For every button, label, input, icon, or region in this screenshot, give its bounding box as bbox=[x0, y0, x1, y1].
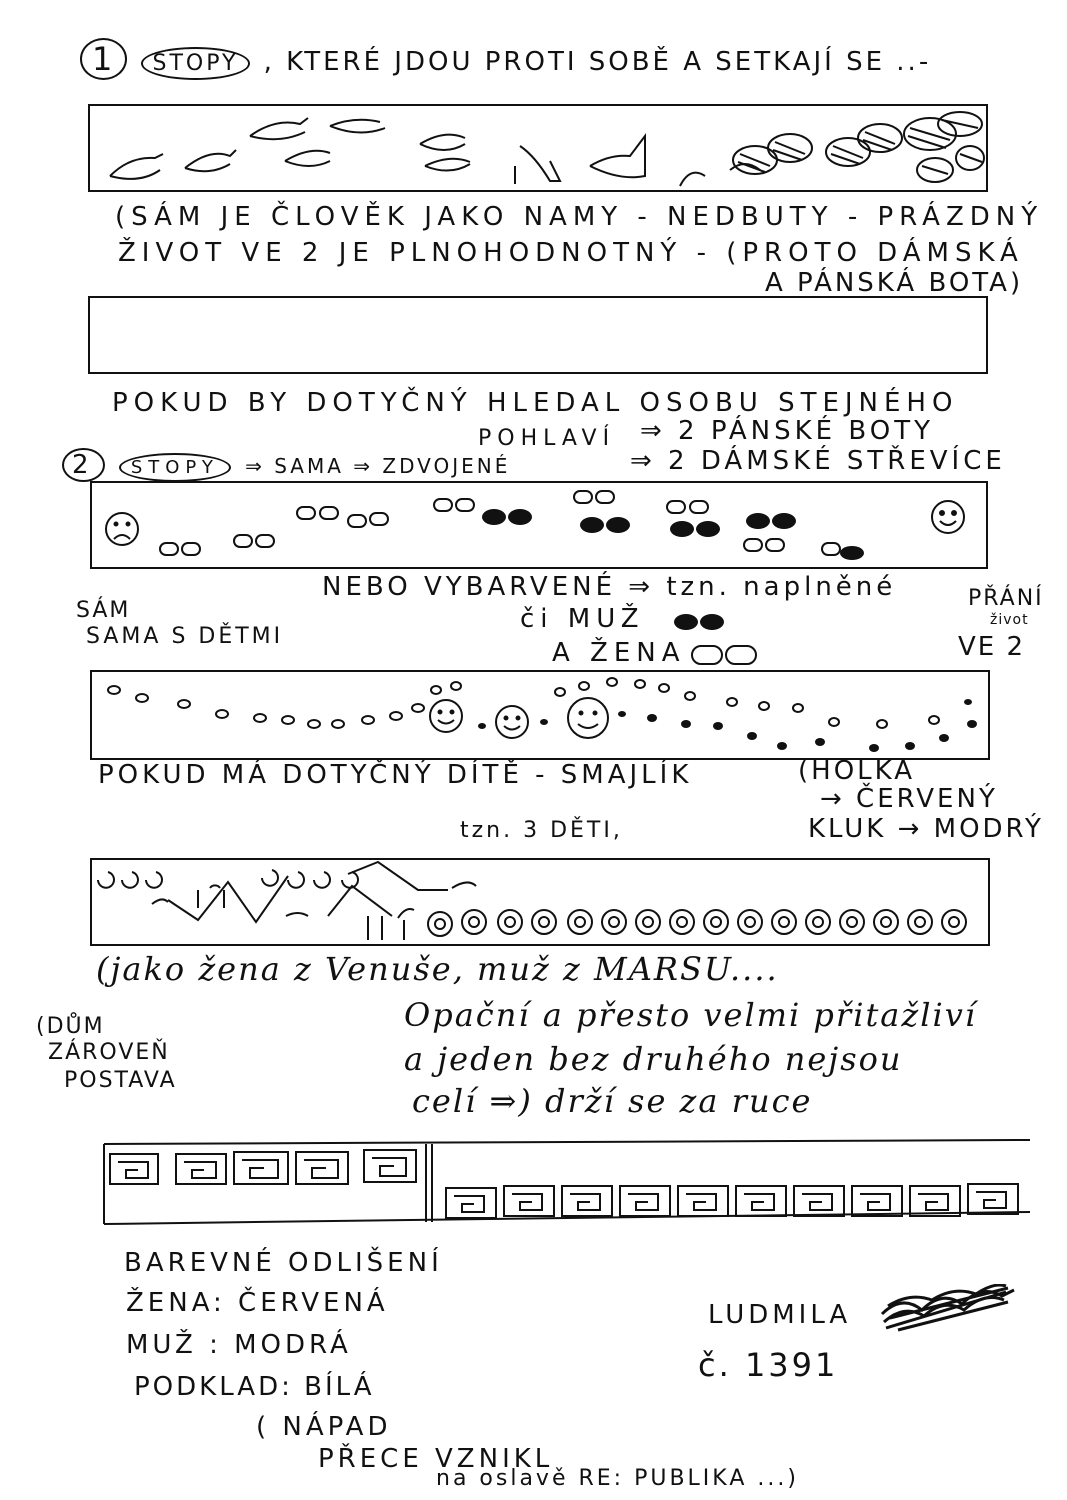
dum-line2: ZÁROVEŇ bbox=[48, 1040, 170, 1065]
empty-band bbox=[88, 296, 988, 374]
opacni-line2: a jeden bez druhého nejsou bbox=[404, 1040, 903, 1078]
section1-note-line1: (SÁM JE ČLOVĚK JAKO NAMY - NEDBUTY - PRÁZDNÝ bbox=[115, 202, 1044, 232]
ci-muz-label: či MUŽ bbox=[520, 604, 645, 634]
section2-heading-text: ⇒ SAMA ⇒ ZDVOJENÉ bbox=[245, 454, 511, 478]
signature-name: LUDMILA bbox=[708, 1300, 852, 1330]
signature-number: č. 1391 bbox=[698, 1346, 839, 1384]
pohlavi-label: POHLAVÍ bbox=[478, 426, 616, 451]
holka-line1: (HOLKA bbox=[798, 756, 916, 786]
footprint-band-2 bbox=[90, 481, 988, 569]
meander-left bbox=[110, 1150, 416, 1184]
a-zena-label: A ŽENA bbox=[552, 638, 686, 668]
section1-stopy: STOPY bbox=[141, 47, 251, 80]
prani-ve2-label: VE 2 bbox=[958, 632, 1026, 662]
arrow-panske-boty: ⇒ 2 PÁNSKÉ BOTY bbox=[640, 416, 934, 446]
happy-face-icon bbox=[932, 501, 964, 533]
footprint-band-1 bbox=[88, 104, 988, 192]
napad-line3: na oslavě RE: PUBLIKA ...) bbox=[436, 1466, 799, 1491]
barevne-podklad: PODKLAD: BÍLÁ bbox=[134, 1372, 375, 1402]
footprints-illustration bbox=[90, 106, 986, 190]
section2-number: 2 bbox=[62, 448, 105, 482]
section1-heading-text: , KTERÉ JDOU PROTI SOBĚ A SETKAJÍ SE ..- bbox=[263, 47, 932, 77]
napad-line1: ( NÁPAD bbox=[256, 1412, 392, 1442]
section1-heading bbox=[80, 38, 931, 80]
barevne-muz: MUŽ : MODRÁ bbox=[126, 1330, 352, 1360]
tzn-deti-label: tzn. 3 DĚTI, bbox=[460, 818, 623, 843]
barevne-zena: ŽENA: ČERVENÁ bbox=[126, 1288, 389, 1318]
section1-number: 1 bbox=[80, 38, 127, 80]
pokud-dite-line: POKUD MÁ DOTYČNÝ DÍTĚ - SMAJLÍK bbox=[98, 760, 693, 790]
family-footprints-illustration bbox=[92, 672, 988, 758]
section2-heading bbox=[62, 448, 510, 482]
pokud-line: POKUD BY DOTYČNÝ HLEDAL OSOBU STEJNÉHO bbox=[112, 388, 959, 418]
section2-stopy: STOPY bbox=[119, 453, 231, 482]
opacni-line3: celí ⇒) drží se za ruce bbox=[412, 1082, 813, 1120]
section1-note-line3: A PÁNSKÁ BOTA) bbox=[765, 268, 1024, 298]
section1-note-line2: ŽIVOT VE 2 JE PLNOHODNOTNÝ - (PROTO DÁMSKÁ bbox=[118, 238, 1024, 268]
sam-label: SÁM bbox=[76, 598, 131, 623]
prani-zivot-label: život bbox=[990, 612, 1029, 628]
scribbled-surname bbox=[878, 1284, 1018, 1334]
empty-shoes-icon bbox=[690, 640, 770, 670]
dum-line3: POSTAVA bbox=[64, 1068, 177, 1093]
holka-line3: KLUK → MODRÝ bbox=[808, 814, 1044, 844]
sad-face-icon bbox=[106, 513, 138, 545]
meander-band bbox=[100, 1136, 1035, 1228]
nebo-vybarvene-line: NEBO VYBARVENÉ ⇒ tzn. naplněné bbox=[322, 572, 897, 602]
holka-line2: → ČERVENÝ bbox=[820, 784, 998, 814]
prani-label: PŘÁNÍ bbox=[968, 586, 1044, 611]
arrow-damske-strevice: ⇒ 2 DÁMSKÉ STŘEVÍCE bbox=[630, 446, 1006, 476]
barevne-title: BAREVNÉ ODLIŠENÍ bbox=[124, 1248, 443, 1278]
dum-line1: (DŮM bbox=[36, 1014, 105, 1039]
house-figures-illustration bbox=[92, 860, 988, 944]
napad-line2: PŘECE VZNIKL bbox=[318, 1444, 554, 1474]
sama-s-detmi-label: SAMA S DĚTMI bbox=[86, 624, 284, 649]
house-band bbox=[90, 858, 990, 946]
family-band bbox=[90, 670, 990, 760]
opacni-line1: Opační a přesto velmi přitažliví bbox=[404, 996, 978, 1034]
filled-shoes-icon bbox=[672, 612, 732, 632]
child-smiley-icon bbox=[430, 698, 608, 738]
spiral-circles bbox=[428, 910, 966, 936]
shoeprints-illustration bbox=[92, 483, 986, 567]
venuse-line: (jako žena z Venuše, muž z MARSU.... bbox=[96, 950, 779, 988]
